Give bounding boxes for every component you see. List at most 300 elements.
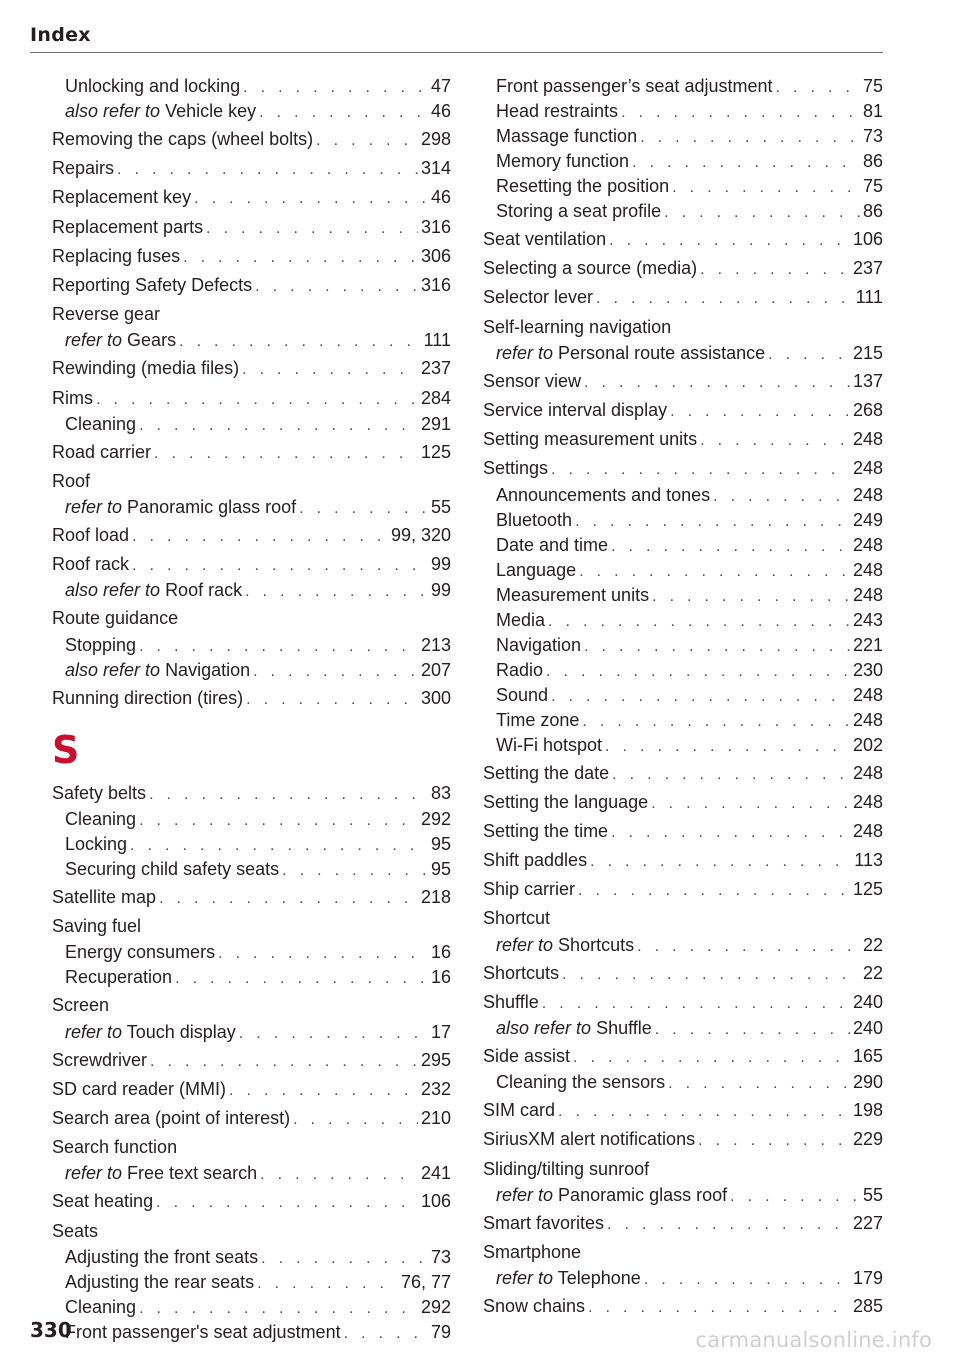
index-subentry xyxy=(483,483,883,508)
entry-page-reference: 295 xyxy=(420,1049,451,1070)
index-entry xyxy=(483,1210,883,1237)
entry-term: Safety belts xyxy=(52,782,147,803)
dot-leader xyxy=(255,273,418,300)
index-entry xyxy=(52,884,451,911)
entry-term: SD card reader (MMI) xyxy=(52,1078,227,1099)
dot-leader xyxy=(611,534,850,559)
index-entry xyxy=(483,876,883,903)
entry-name xyxy=(483,368,581,395)
index-entry xyxy=(483,455,883,482)
dot-leader xyxy=(132,523,388,550)
index-entry xyxy=(483,960,883,987)
entry-page-reference: 207 xyxy=(420,659,451,680)
entry-page-reference: 17 xyxy=(430,1021,451,1042)
entry-page-reference: 179 xyxy=(852,1268,883,1289)
entry-name xyxy=(52,992,109,1019)
dot-leader xyxy=(551,684,850,709)
index-entry-list xyxy=(483,74,883,1320)
index-subentry xyxy=(483,608,883,633)
entry-page-reference: 291 xyxy=(420,413,451,434)
entry-term: Setting measurement units xyxy=(483,429,698,450)
entry-name xyxy=(483,847,587,874)
dot-leader xyxy=(575,509,850,534)
index-entry xyxy=(52,243,451,270)
entry-page-reference: 83 xyxy=(430,782,451,803)
entry-name xyxy=(496,508,572,533)
index-subentry xyxy=(52,633,451,658)
dot-leader xyxy=(596,285,853,312)
entry-page-reference: 73 xyxy=(862,126,883,146)
entry-term: Repairs xyxy=(52,158,115,179)
index-subentry xyxy=(52,1245,451,1270)
watermark: carmanualsonline.info xyxy=(695,1328,932,1352)
dot-leader xyxy=(261,1246,428,1271)
entry-page-reference: 248 xyxy=(852,534,883,555)
entry-page-reference: 125 xyxy=(420,441,451,462)
index-subentry xyxy=(52,578,451,603)
entry-name xyxy=(52,1047,147,1074)
dot-leader xyxy=(132,552,428,579)
entry-page-reference: 240 xyxy=(852,991,883,1012)
index-entry xyxy=(52,1134,451,1161)
entry-name xyxy=(65,1320,341,1345)
index-entry xyxy=(52,439,451,466)
entry-name xyxy=(496,1183,727,1208)
dot-leader xyxy=(607,1211,850,1238)
entry-name xyxy=(496,633,581,658)
dot-leader xyxy=(253,659,418,684)
dot-leader xyxy=(130,833,428,858)
index-subentry xyxy=(483,1070,883,1095)
index-entry xyxy=(483,284,883,311)
dot-leader xyxy=(243,75,428,100)
entry-page-reference: 210 xyxy=(420,1107,451,1128)
entry-term: Adjusting the rear seats xyxy=(65,1271,255,1292)
entry-term: Date and time xyxy=(496,534,609,555)
entry-term: Rewinding (media files) xyxy=(52,358,240,379)
dot-leader xyxy=(590,848,851,875)
dot-leader xyxy=(139,808,418,833)
dot-leader xyxy=(698,1127,850,1154)
dot-leader xyxy=(573,1044,850,1071)
entry-name xyxy=(496,74,773,99)
index-entry xyxy=(483,818,883,845)
entry-page-reference: 316 xyxy=(420,274,451,295)
entry-name xyxy=(483,226,606,253)
index-subentry xyxy=(52,1161,451,1186)
dot-leader xyxy=(664,200,860,225)
index-entry xyxy=(52,780,451,807)
entry-page-reference: 99, 320 xyxy=(390,525,451,546)
entry-term: Roof rack xyxy=(52,554,130,575)
entry-term: Self-learning navigation xyxy=(483,316,672,337)
entry-term: Search area (point of interest) xyxy=(52,1107,291,1128)
entry-page-reference: 248 xyxy=(852,584,883,605)
entry-term: Media xyxy=(496,609,546,630)
entry-term: Announcements and tones xyxy=(496,484,711,505)
entry-page-reference: 316 xyxy=(420,216,451,237)
index-subentry xyxy=(483,658,883,683)
entry-page-reference: 249 xyxy=(852,509,883,530)
entry-page-reference: 81 xyxy=(862,101,883,121)
entry-term: Vehicle key xyxy=(165,101,257,121)
dot-leader xyxy=(644,1267,850,1292)
dot-leader xyxy=(344,1321,428,1346)
entry-name xyxy=(483,1239,581,1266)
entry-term: Energy consumers xyxy=(65,942,216,963)
entry-term: Storing a seat profile xyxy=(496,201,662,221)
entry-page-reference: 248 xyxy=(852,709,883,730)
entry-name xyxy=(52,1218,98,1245)
dot-leader xyxy=(700,427,850,454)
index-entry xyxy=(52,301,451,328)
index-entry-list xyxy=(52,74,451,712)
entry-term: Sound xyxy=(496,684,549,705)
entry-name xyxy=(65,495,296,520)
dot-leader xyxy=(282,858,428,883)
entry-term: Setting the date xyxy=(483,762,610,783)
entry-term: Roof load xyxy=(52,525,130,546)
entry-page-reference: 221 xyxy=(852,634,883,655)
entry-term: Cleaning xyxy=(65,809,137,829)
entry-name xyxy=(65,1245,258,1270)
entry-term: Replacement parts xyxy=(52,216,204,237)
dot-leader xyxy=(655,1017,850,1042)
dot-leader xyxy=(159,885,418,912)
entry-page-reference: 86 xyxy=(862,151,883,171)
entry-page-reference: 314 xyxy=(420,158,451,179)
entry-term: Gears xyxy=(127,330,177,351)
entry-page-reference: 248 xyxy=(852,429,883,450)
cross-reference-label: refer to xyxy=(496,342,554,363)
entry-name xyxy=(496,683,548,708)
entry-name xyxy=(483,426,697,453)
entry-term: Personal route assistance xyxy=(558,342,766,363)
index-subentry xyxy=(483,174,883,199)
entry-name xyxy=(65,965,172,990)
dot-leader xyxy=(96,386,418,413)
index-subentry xyxy=(483,1183,883,1208)
entry-page-reference: 95 xyxy=(430,834,451,854)
index-entry xyxy=(483,1043,883,1070)
entry-name xyxy=(496,1070,665,1095)
entry-name xyxy=(52,551,129,578)
dot-leader xyxy=(229,1077,418,1104)
dot-leader xyxy=(175,966,428,991)
index-subentry xyxy=(483,1266,883,1291)
entry-term: Running direction (tires) xyxy=(52,687,244,708)
index-subentry xyxy=(483,74,883,99)
entry-term: Wi-Fi hotspot xyxy=(496,734,603,755)
entry-term: Head restraints xyxy=(496,101,619,121)
entry-page-reference: 298 xyxy=(420,129,451,149)
entry-page-reference: 79 xyxy=(430,1321,451,1342)
entry-term: Seats xyxy=(52,1220,99,1241)
dot-leader xyxy=(156,1189,418,1216)
entry-term: Selector lever xyxy=(483,287,594,308)
index-subentry xyxy=(52,857,451,882)
index-subentry xyxy=(52,658,451,683)
index-entry xyxy=(52,1047,451,1074)
entry-page-reference: 290 xyxy=(852,1072,883,1093)
dot-leader xyxy=(621,100,860,125)
entry-term: Shortcuts xyxy=(483,962,560,983)
cross-reference-label: also refer to xyxy=(65,101,161,121)
index-subentry xyxy=(483,199,883,224)
entry-term: Unlocking and locking xyxy=(65,76,241,96)
index-subentry xyxy=(483,933,883,958)
entry-page-reference: 248 xyxy=(852,684,883,705)
index-entry xyxy=(52,126,451,153)
index-subentry xyxy=(52,807,451,832)
dot-leader xyxy=(612,761,850,788)
index-subentry xyxy=(52,328,451,353)
dot-leader xyxy=(776,75,860,100)
index-subentry xyxy=(483,558,883,583)
dot-leader xyxy=(768,342,850,367)
entry-term: Cleaning xyxy=(65,1296,137,1317)
entry-name xyxy=(65,1270,254,1295)
entry-name xyxy=(483,314,671,341)
entry-term: Replacing fuses xyxy=(52,245,181,266)
entry-term: Time zone xyxy=(496,709,580,730)
entry-name xyxy=(483,255,697,282)
entry-name xyxy=(65,658,250,683)
entry-term: Saving fuel xyxy=(52,916,142,937)
entry-term: Massage function xyxy=(496,126,638,146)
entry-term: Roof rack xyxy=(165,580,243,601)
entry-term: Navigation xyxy=(165,659,251,680)
index-entry xyxy=(483,905,883,932)
index-entry xyxy=(52,992,451,1019)
entry-page-reference: 300 xyxy=(420,687,451,708)
dot-leader xyxy=(558,1098,850,1125)
entry-term: Reverse gear xyxy=(52,304,161,325)
index-entry xyxy=(52,551,451,578)
dot-leader xyxy=(548,609,850,634)
entry-page-reference: 46 xyxy=(430,101,451,121)
entry-name xyxy=(483,989,539,1016)
entry-name xyxy=(496,174,669,199)
dot-leader xyxy=(242,356,418,383)
index-subentry xyxy=(483,99,883,124)
entry-page-reference: 113 xyxy=(854,850,883,871)
dot-leader xyxy=(670,398,850,425)
page-header-title: Index xyxy=(30,24,91,46)
entry-term: Stopping xyxy=(65,634,137,655)
dot-leader xyxy=(259,100,428,125)
entry-term: Setting the time xyxy=(483,820,609,841)
entry-page-reference: 22 xyxy=(862,962,883,983)
entry-page-reference: 248 xyxy=(852,791,883,812)
entry-name xyxy=(52,780,146,807)
entry-page-reference: 306 xyxy=(420,245,451,266)
dot-leader xyxy=(194,185,428,212)
entry-term: Panoramic glass roof xyxy=(558,1184,728,1205)
entry-name xyxy=(496,99,618,124)
entry-name xyxy=(496,341,765,366)
cross-reference-label: also refer to xyxy=(65,659,161,680)
dot-leader xyxy=(668,1071,850,1096)
entry-name xyxy=(52,468,90,495)
entry-term: Securing child safety seats xyxy=(65,859,280,879)
entry-page-reference: 227 xyxy=(852,1212,883,1233)
index-subentry xyxy=(52,1270,451,1295)
entry-name xyxy=(483,397,667,424)
dot-leader xyxy=(139,413,418,438)
entry-name xyxy=(496,124,637,149)
dot-leader xyxy=(218,941,428,966)
entry-name xyxy=(483,1043,570,1070)
entry-name xyxy=(496,733,602,758)
dot-leader xyxy=(183,244,418,271)
entry-name xyxy=(65,807,136,832)
entry-term: Screen xyxy=(52,995,110,1016)
cross-reference-label: also refer to xyxy=(65,580,161,601)
entry-name xyxy=(52,301,160,328)
entry-term: Screwdriver xyxy=(52,1049,148,1070)
entry-name xyxy=(483,905,550,932)
index-entry xyxy=(483,1097,883,1124)
dot-leader xyxy=(578,877,850,904)
entry-name xyxy=(65,1020,236,1045)
entry-name xyxy=(52,214,203,241)
dot-leader xyxy=(640,125,860,150)
dot-leader xyxy=(150,1048,418,1075)
entry-page-reference: 137 xyxy=(852,370,883,391)
entry-term: Rims xyxy=(52,387,93,408)
entry-page-reference: 243 xyxy=(852,609,883,630)
index-subentry xyxy=(483,124,883,149)
index-entry xyxy=(52,1105,451,1132)
index-subentry xyxy=(52,495,451,520)
dot-leader xyxy=(579,559,850,584)
dot-leader xyxy=(611,819,850,846)
dot-leader xyxy=(551,456,850,483)
entry-page-reference: 106 xyxy=(420,1191,451,1212)
entry-name xyxy=(52,1105,290,1132)
entry-name xyxy=(483,818,608,845)
entry-term: Locking xyxy=(65,834,128,854)
entry-term: Shortcut xyxy=(483,908,551,929)
entry-name xyxy=(496,533,608,558)
cross-reference-label: refer to xyxy=(65,1021,123,1042)
dot-leader xyxy=(588,1294,850,1321)
cross-reference-label: refer to xyxy=(496,1184,554,1205)
entry-name xyxy=(483,284,593,311)
entry-term: Settings xyxy=(483,458,549,479)
entry-name xyxy=(52,126,313,153)
index-entry xyxy=(52,355,451,382)
entry-page-reference: 230 xyxy=(852,659,883,680)
entry-name xyxy=(483,1126,695,1153)
entry-term: Satellite map xyxy=(52,887,157,907)
entry-term: Removing the caps (wheel bolts) xyxy=(52,129,314,149)
index-subentry xyxy=(52,1295,451,1320)
entry-term: Seat ventilation xyxy=(483,229,607,249)
cross-reference-label: refer to xyxy=(65,1163,123,1184)
entry-term: Seat heating xyxy=(52,1191,154,1212)
entry-name xyxy=(65,1161,257,1186)
index-entry xyxy=(52,1076,451,1103)
entry-name xyxy=(496,933,634,958)
dot-leader xyxy=(584,634,850,659)
dot-leader xyxy=(246,686,418,713)
entry-name xyxy=(52,355,239,382)
entry-page-reference: 229 xyxy=(852,1129,883,1150)
entry-page-reference: 241 xyxy=(420,1163,451,1184)
entry-name xyxy=(496,583,649,608)
entry-page-reference: 75 xyxy=(862,76,883,96)
entry-term: Snow chains xyxy=(483,1296,586,1317)
dot-leader xyxy=(730,1184,860,1209)
header-divider xyxy=(30,52,883,53)
dot-leader xyxy=(257,1271,398,1296)
entry-term: SiriusXM alert notifications xyxy=(483,1129,696,1150)
entry-term: Smart favorites xyxy=(483,1212,605,1233)
entry-term: Cleaning the sensors xyxy=(496,1072,666,1093)
dot-leader xyxy=(542,990,850,1017)
entry-name xyxy=(483,1293,585,1320)
entry-page-reference: 218 xyxy=(420,887,451,907)
entry-name xyxy=(65,1295,136,1320)
entry-term: Front passenger’s seat adjustment xyxy=(496,76,773,96)
entry-page-reference: 125 xyxy=(852,879,883,900)
entry-term: Replacement key xyxy=(52,187,192,208)
entry-term: Radio xyxy=(496,659,544,680)
entry-page-reference: 198 xyxy=(852,1100,883,1121)
index-subentry xyxy=(483,633,883,658)
entry-name xyxy=(496,708,579,733)
dot-leader xyxy=(139,634,418,659)
index-entry xyxy=(483,989,883,1016)
entry-term: Search function xyxy=(52,1137,178,1158)
index-entry xyxy=(483,368,883,395)
entry-term: Shift paddles xyxy=(483,850,588,871)
entry-name xyxy=(483,960,559,987)
dot-leader xyxy=(154,440,418,467)
entry-page-reference: 248 xyxy=(852,762,883,783)
entry-name xyxy=(52,385,93,412)
entry-page-reference: 248 xyxy=(852,484,883,505)
entry-term: Language xyxy=(496,559,577,580)
index-entry xyxy=(52,184,451,211)
entry-page-reference: 240 xyxy=(852,1018,883,1038)
index-column-right xyxy=(483,74,883,1320)
dot-leader xyxy=(299,496,428,521)
page-number: 330 xyxy=(30,1318,72,1342)
entry-name xyxy=(496,1016,652,1041)
dot-leader xyxy=(713,484,850,509)
entry-page-reference: 215 xyxy=(852,342,883,363)
index-subentry xyxy=(483,583,883,608)
entry-page-reference: 202 xyxy=(852,734,883,755)
entry-name xyxy=(65,940,215,965)
entry-name xyxy=(483,876,575,903)
index-entry xyxy=(483,314,883,341)
entry-name xyxy=(483,789,648,816)
entry-term: Adjusting the front seats xyxy=(65,1246,259,1267)
entry-name xyxy=(65,832,127,857)
entry-page-reference: 292 xyxy=(420,1296,451,1317)
entry-name xyxy=(496,1266,641,1291)
entry-term: Shortcuts xyxy=(558,934,635,955)
entry-name xyxy=(65,857,279,882)
entry-name xyxy=(52,522,129,549)
entry-name xyxy=(65,578,242,603)
entry-name xyxy=(483,1210,604,1237)
entry-name xyxy=(65,74,240,99)
